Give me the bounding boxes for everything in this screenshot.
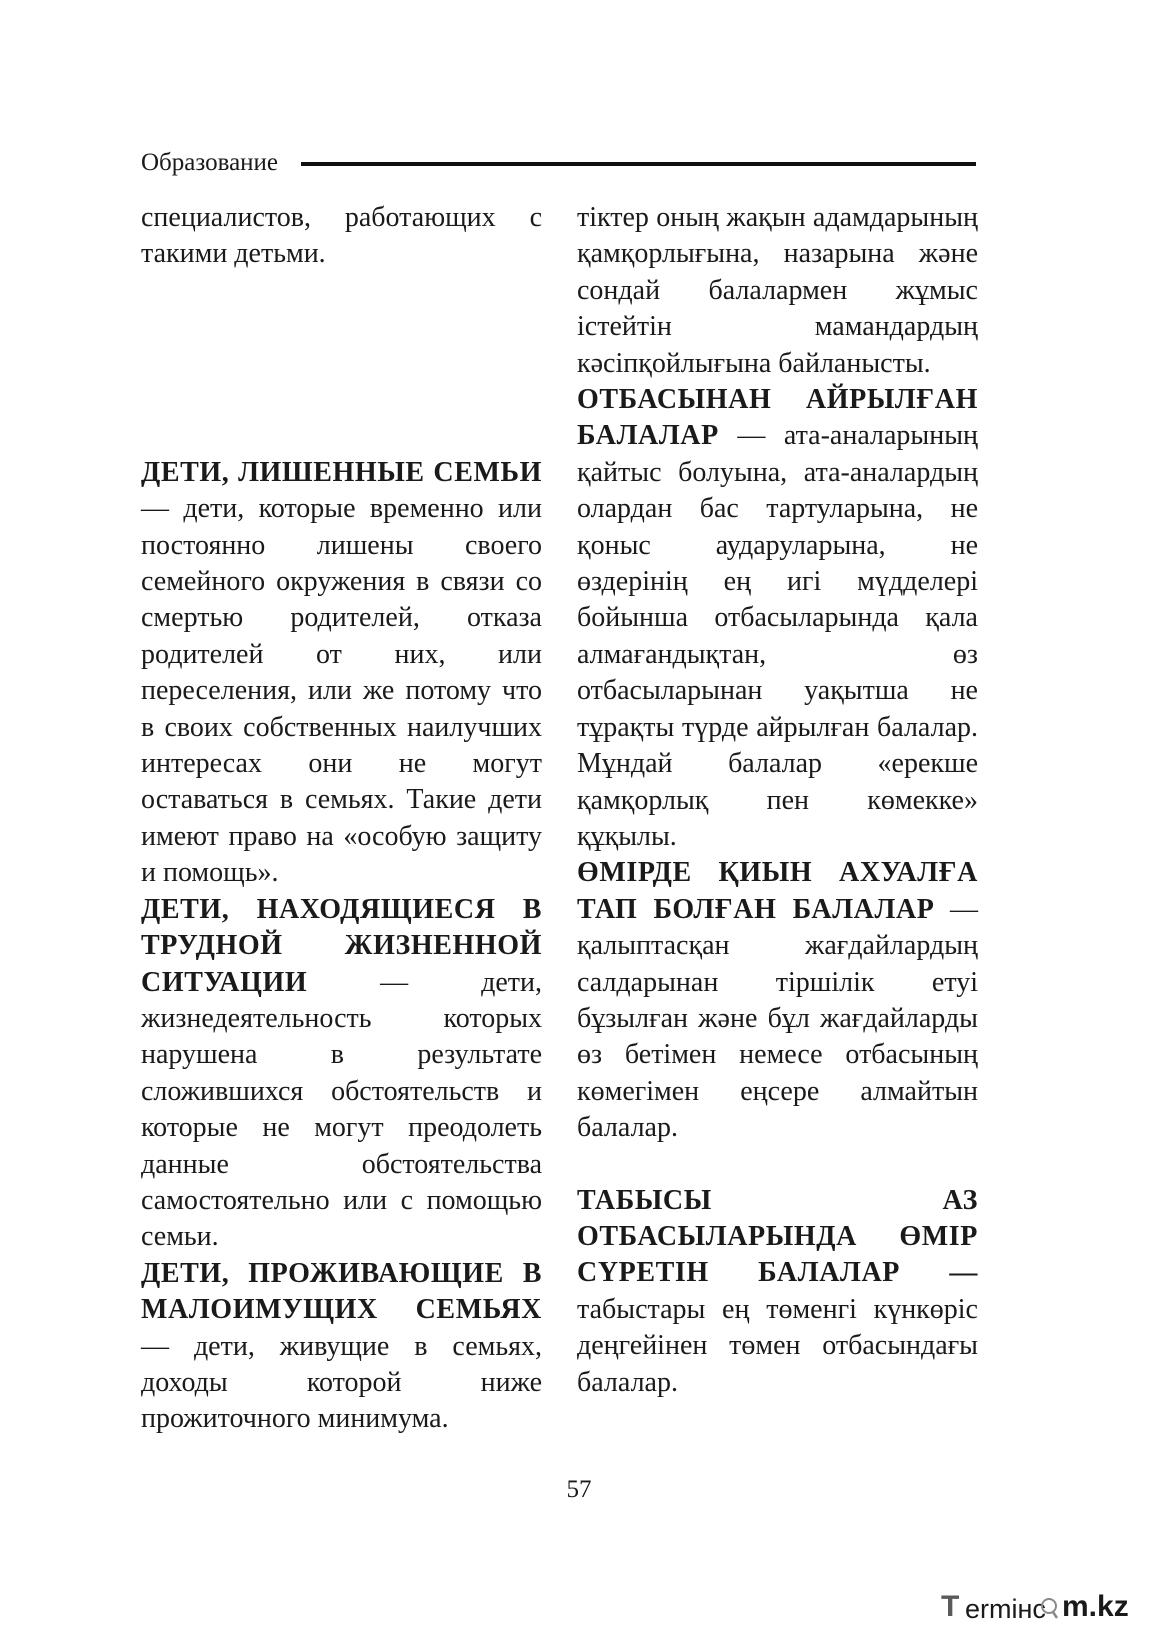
entry-definition: — дети, жизнедеятельность которых нарушена в результате сложившихся обстоятельств и которые не могут преодолеть данные обстоятельства самостоятельно или с помощью семьи. xyxy=(141,966,542,1253)
entry-text: специалистов, работающих с такими детьми. xyxy=(141,202,542,270)
entry-term: ӨМІРДЕ ҚИЫН АХУАЛҒА ТАП БОЛҒАН БАЛАЛАР xyxy=(577,857,978,925)
running-header xyxy=(141,146,976,182)
entry-definition: — дети, живущие в семьях, доходы которой ниже прожиточного минимума. xyxy=(141,1330,542,1435)
page-number: 57 xyxy=(566,1476,592,1503)
section-title: Образование xyxy=(141,149,279,176)
left-column xyxy=(141,200,542,1438)
entry-definition: — қалыптасқан жағдайлардың салдарынан тіршілік етуі бұзылған және бұл жағдайларды өз бетімен немесе отбасының көмегімен еңсере алмайтын балалар. xyxy=(577,893,978,1144)
logo-text-middle: ermінc xyxy=(965,1594,1046,1624)
logo-text-end: m.kz xyxy=(1062,1590,1129,1623)
right-column xyxy=(577,200,978,1401)
entry-term: ОТБАСЫНАН АЙРЫЛҒАН БАЛАЛАР xyxy=(577,384,978,452)
logo-letter-t: T xyxy=(941,1590,960,1623)
entry-definition: — дети, которые временно или постоянно лишены своего семейного окружения в связи со смертью родителей, отказа родителей от них, или переселения, или же потому что в своих собственных наилучших интересах они не могут оставаться в семьях. Такие дети имеют право на «особую защиту и помощь». xyxy=(141,493,542,889)
entry-difficult-situation-kk xyxy=(577,855,978,1146)
entry-text: тіктер оның жақын адамдарының қамқорлығына, назарына және сондай балалармен жұмыс істейтін мамандардың кәсіпқойлығына байланысты. xyxy=(577,202,978,379)
entry-continuation xyxy=(141,200,542,273)
entry-low-income xyxy=(141,1256,542,1438)
magnifier-icon xyxy=(1040,1597,1059,1619)
header-rule xyxy=(301,162,976,166)
entry-definition: табыстары ең төменгі күнкөріс деңгейінен төмен отбасындағы балалар. xyxy=(577,1293,978,1398)
entry-term: ТАБЫСЫ АЗ ОТБАСЫЛАРЫНДА ӨМІР СҮРЕТІН БАЛАЛАР — xyxy=(577,1184,978,1289)
entry-definition: — ата-аналарының қайтыс болуына, ата-аналардың олардан бас тартуларына, не қоныс аударуларына, не өздерінің ең игі мүдделері бойынша отбасыларында қала алмағандықтан, өз отбасыларынан уақытша не тұрақты түрде айрылған балалар. Мұндай балалар «ерекше қамқорлық пен көмекке» құқылы. xyxy=(577,420,978,852)
entry-deprived-children xyxy=(141,455,542,892)
entry-continuation xyxy=(577,200,978,382)
entry-term: ДЕТИ, ЛИШЕННЫЕ СЕМЬИ xyxy=(141,456,542,488)
entry-difficult-situation xyxy=(141,892,542,1256)
entry-low-income-kk xyxy=(577,1183,978,1401)
entry-term: ДЕТИ, НАХОДЯЩИЕСЯ В ТРУДНОЙ ЖИЗНЕННОЙ СИТУАЦИИ xyxy=(141,893,542,998)
entry-deprived-children-kk xyxy=(577,382,978,855)
entry-term: ДЕТИ, ПРОЖИВАЮЩИЕ В МАЛОИМУЩИХ СЕМЬЯХ xyxy=(141,1257,542,1326)
terminkom-logo xyxy=(941,1591,1141,1625)
